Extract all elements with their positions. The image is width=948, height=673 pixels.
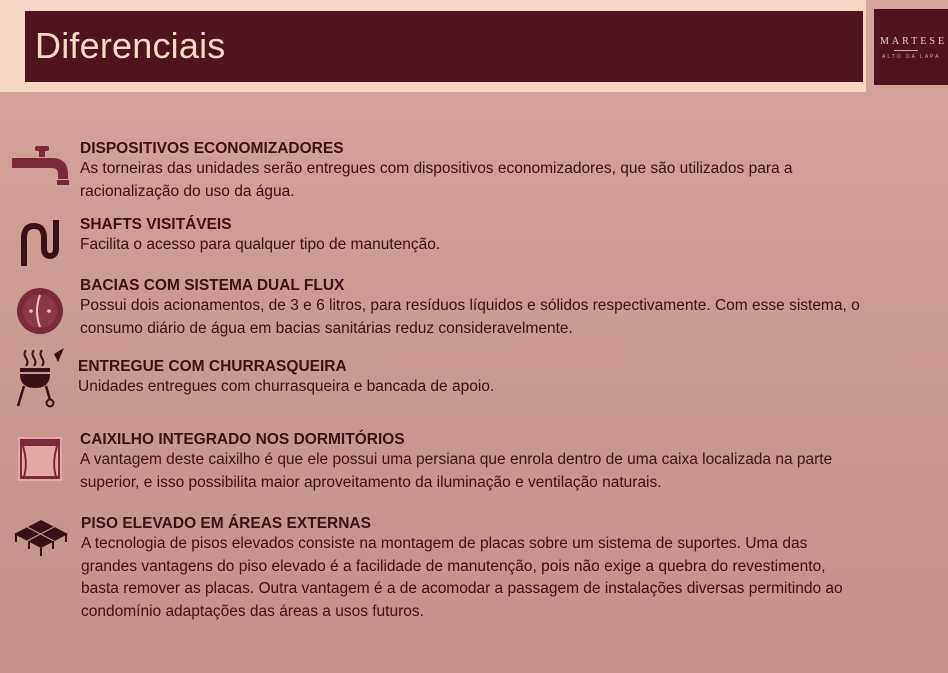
logo-subtext: ALTO DA LAPA [882, 54, 941, 60]
feature-heading: DISPOSITIVOS ECONOMIZADORES [80, 140, 344, 157]
feature-description [80, 295, 860, 340]
logo-text: MARTESE [880, 36, 948, 47]
description-line: racionalização do uso da água. [80, 182, 295, 200]
description-line: A tecnologia de pisos elevados consiste na montagem de placas sobre um sistema de suportes. Uma das [81, 535, 808, 552]
window-blind-icon [18, 437, 62, 481]
feature-heading: BACIAS COM SISTEMA DUAL FLUX [80, 277, 345, 294]
description-line: superior, e isso possibilita maior aproveitamento da iluminação e ventilação naturais. [80, 473, 662, 491]
feature-heading: PISO ELEVADO EM ÁREAS EXTERNAS [81, 515, 371, 532]
page-title: Diferenciais [35, 25, 226, 66]
description-line: Facilita o acesso para qualquer tipo de manutenção. [80, 236, 441, 253]
feature-description [80, 158, 793, 203]
description-line: As torneiras das unidades serão entregues com dispositivos economizadores, que são utilizados para a [80, 160, 793, 177]
pipe-icon [18, 220, 62, 266]
feature-heading: CAIXILHO INTEGRADO NOS DORMITÓRIOS [80, 431, 405, 448]
feature-heading: ENTREGUE COM CHURRASQUEIRA [78, 358, 347, 375]
barbecue-icon [14, 348, 66, 410]
description-line: grandes vantagens do piso elevado é a facilidade de manutenção, pois não exige a quebra do revestimento, [81, 557, 826, 575]
description-line: condomínio adaptações das áreas a usos futuros. [81, 602, 424, 620]
description-line: Possui dois acionamentos, de 3 e 6 litros, para resíduos líquidos e sólidos respectivamente. Com esse sistema, o [80, 297, 860, 314]
feature-description [80, 449, 832, 494]
description-line: Unidades entregues com churrasqueira e bancada de apoio. [78, 378, 495, 395]
feature-heading: SHAFTS VISITÁVEIS [80, 216, 232, 233]
description-line: A vantagem deste caixilho é que ele possui uma persiana que enrola dentro de uma caixa localizada na parte [80, 451, 833, 468]
raised-floor-icon [12, 518, 70, 556]
title-bar [25, 11, 863, 82]
feature-description [78, 376, 494, 399]
dual-flush-icon [16, 287, 64, 335]
description-line: consumo diário de água em bacias sanitárias reduz consideravelmente. [80, 319, 573, 337]
faucet-icon [12, 146, 72, 188]
logo [874, 9, 948, 85]
feature-description [80, 234, 440, 257]
logo-divider [894, 50, 918, 51]
description-line: basta remover as placas. Outra vantagem é a de acomodar a passagem de instalações diversas permitindo ao [81, 580, 843, 597]
feature-description [81, 533, 843, 623]
